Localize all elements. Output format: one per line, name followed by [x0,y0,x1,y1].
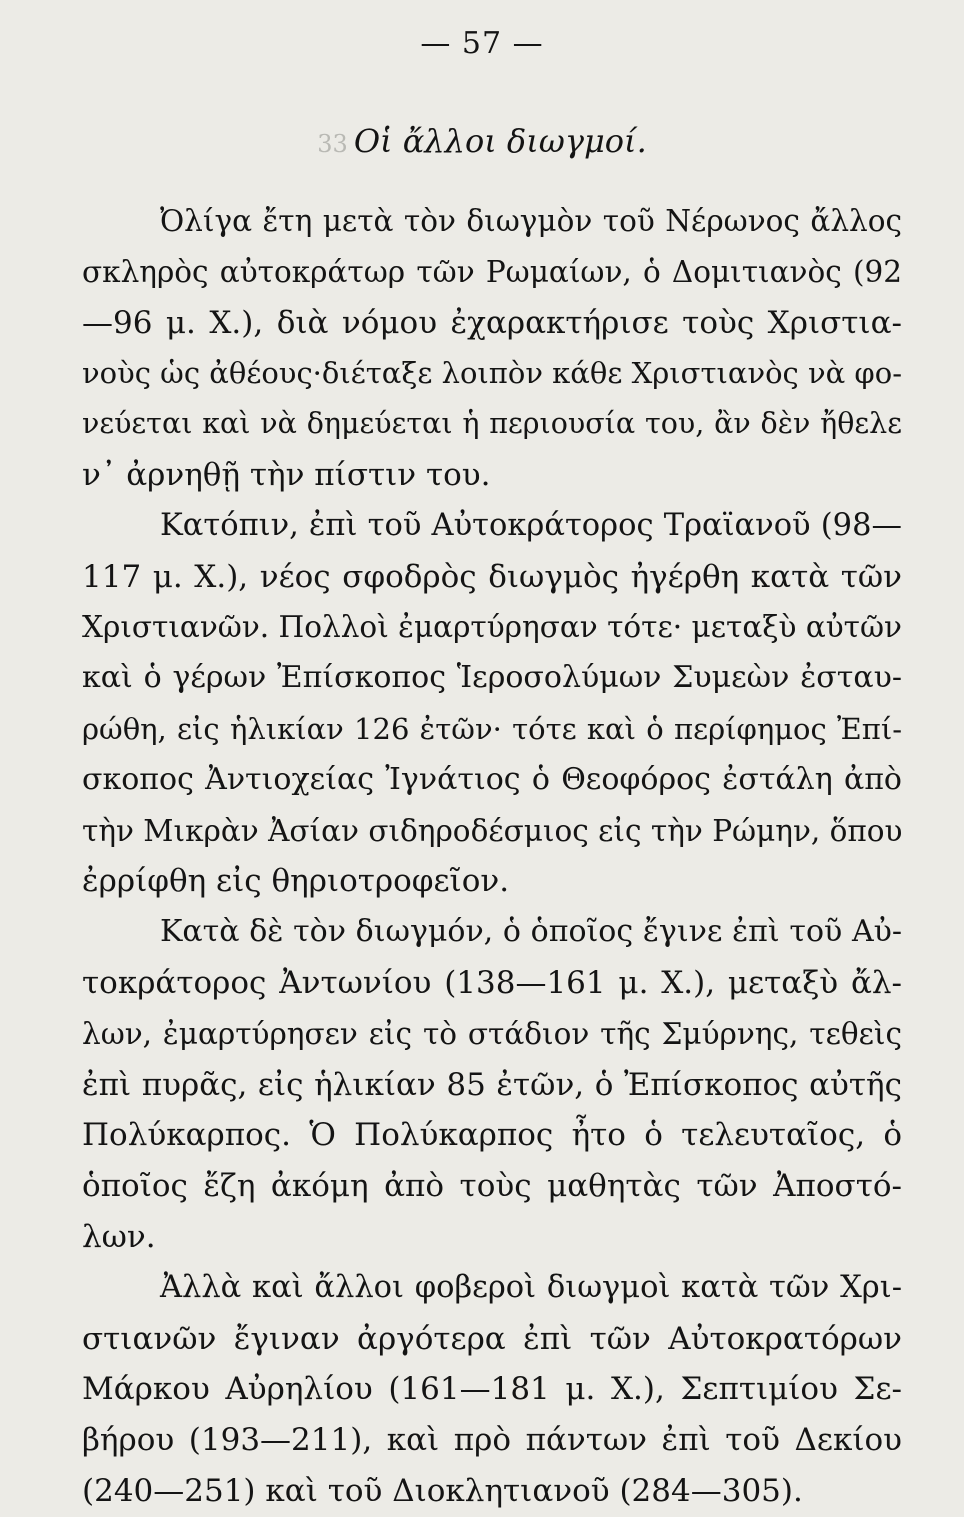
section-heading [0,122,964,160]
text-line: (240—251) καὶ τοῦ Διοκλητιανοῦ (284—305). [82,1472,803,1509]
text-line: τοκράτορος Ἀντωνίου (138—161 μ. Χ.), μεταξὺ ἄλ- [82,964,902,1001]
text-line: ἐπὶ πυρᾶς, εἰς ἡλικίαν 85 ἐτῶν, ὁ Ἐπίσκοπος αὐτῆς [82,1066,902,1103]
text-line: Ἀλλὰ καὶ ἄλλοι φοβεροὶ διωγμοὶ κατὰ τῶν Χρι- [160,1269,902,1305]
text-line: νεύεται καὶ νὰ δημεύεται ἡ περιουσία του, ἂν δὲν ἤθελε [82,407,902,441]
text-line: σκληρὸς αὐτοκράτωρ τῶν Ρωμαίων, ὁ Δομιτιανὸς (92 [82,254,902,289]
text-line: Πολύκαρπος. Ὁ Πολύκαρπος ἦτο ὁ τελευταῖος, ὁ [82,1117,902,1154]
text-line: νοὺς ὡς ἀθέους·διέταξε λοιπὸν κάθε Χριστιανὸς νὰ φο- [82,356,902,391]
paragraph-3 [82,907,902,1263]
text-line: Μάρκου Αὐρηλίου (161—181 μ. Χ.), Σεπτιμίου Σε- [82,1371,902,1408]
section-title: Οἱ ἄλλοι διωγμοί. [353,122,647,160]
paragraph-1 [82,196,902,501]
text-line: Κατόπιν, ἐπὶ τοῦ Αὐτοκράτορος Τραϊανοῦ (98— [160,507,902,543]
text-line: ρώθη, εἰς ἡλικίαν 126 ἐτῶν· τότε καὶ ὁ περίφημος Ἐπί- [82,711,902,746]
text-line: Κατὰ δὲ τὸν διωγμόν, ὁ ὁποῖος ἔγινε ἐπὶ τοῦ Αὐ- [160,914,902,950]
body-text [82,196,902,1517]
text-line: Χριστιανῶν. Πολλοὶ ἐμαρτύρησαν τότε· μεταξὺ αὐτῶν [82,610,902,645]
text-line: τὴν Μικρὰν Ἀσίαν σιδηροδέσμιος εἰς τὴν Ρώμην, ὅπου [82,813,903,848]
text-line: σκοπος Ἀντιοχείας Ἰγνάτιος ὁ Θεοφόρος ἐστάλη ἀπὸ [82,761,902,797]
text-line: ὁποῖος ἔζη ἀκόμη ἀπὸ τοὺς μαθητὰς τῶν Ἀποστό- [82,1168,902,1205]
text-line: ν᾽ ἀρνηθῇ τὴν πίστιν του. [82,456,491,493]
text-line: καὶ ὁ γέρων Ἐπίσκοπος Ἱεροσολύμων Συμεὼν ἐσταυ- [82,660,902,696]
text-line: 117 μ. Χ.), νέος σφοδρὸς διωγμὸς ἠγέρθη κατὰ τῶν [82,558,902,595]
text-line: —96 μ. Χ.), διὰ νόμου ἐχαρακτήρισε τοὺς Χριστια- [82,304,902,341]
text-line: λων. [82,1218,156,1255]
paragraph-4 [82,1263,902,1517]
page-number: — 57 — [420,26,544,61]
text-line: στιανῶν ἔγιναν ἀργότερα ἐπὶ τῶν Αὐτοκρατόρων [82,1320,902,1357]
paragraph-2 [82,501,902,907]
text-line: λων, ἐμαρτύρησεν εἰς τὸ στάδιον τῆς Σμύρνης, τεθεὶς [82,1016,902,1051]
text-line: Ὀλίγα ἔτη μετὰ τὸν διωγμὸν τοῦ Νέρωνος ἄλλος [160,204,902,238]
heading-margin-mark: 33 [317,130,348,158]
text-line: βήρου (193—211), καὶ πρὸ πάντων ἐπὶ τοῦ Δεκίου [82,1422,902,1459]
text-line: ἐρρίφθη εἰς θηριοτροφεῖον. [82,863,510,900]
